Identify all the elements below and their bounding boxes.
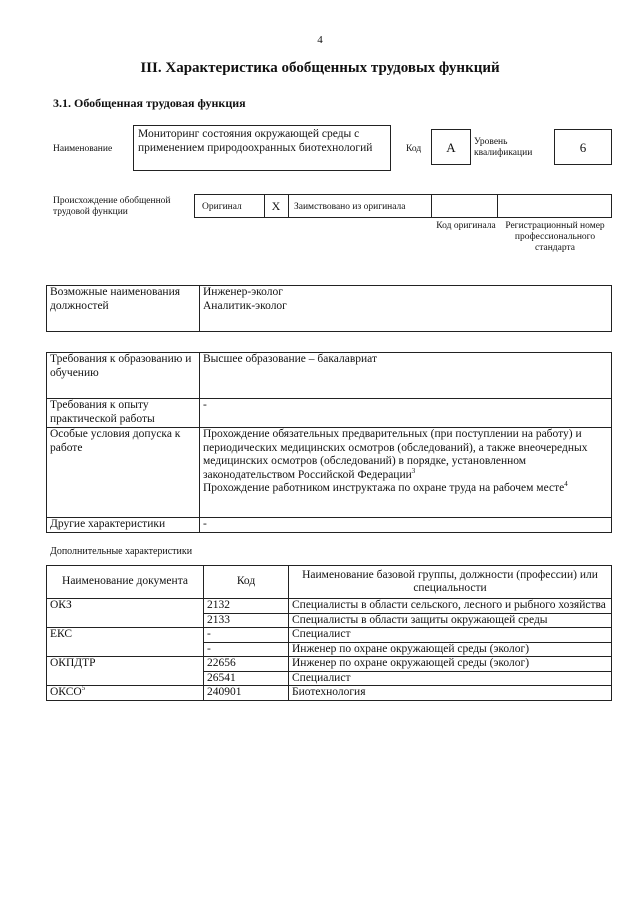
code-cell: 26541 [204, 671, 289, 686]
req-value [200, 428, 612, 518]
footnote-ref: 5 [81, 684, 86, 693]
col-header-name: Наименование базовой группы, должности (профессии) или специальности [289, 566, 612, 599]
additional-table [46, 565, 612, 701]
name-cell: Специалисты в области сельского, лесного и рыбного хозяйства [289, 599, 612, 614]
gtf-code-label: Код [406, 144, 422, 154]
code-cell: 22656 [204, 657, 289, 672]
gtf-level-value: 6 [554, 129, 612, 165]
subsection-title: 3.1. Обобщенная трудовая функция [53, 96, 246, 110]
req-line: Прохождение обязательных предварительных (при поступлении на работу) и периодических медицинских осмотров (обследований), а также внеочередных медицинских осмотров (обследований) в порядке, установленном законодательством Российской Федерации [203, 428, 588, 481]
origin-borrowed-label: Заимствовано из оригинала [294, 202, 406, 212]
req-value: - [200, 399, 612, 428]
code-cell: 240901 [204, 686, 289, 701]
positions-values [200, 286, 612, 332]
origin-code-label: Код оригинала [436, 221, 496, 231]
position-item: Инженер-эколог [203, 286, 283, 298]
origin-original-mark: X [271, 199, 281, 213]
code-cell: 2132 [204, 599, 289, 614]
position-item: Аналитик-эколог [203, 299, 287, 312]
code-cell: - [204, 628, 289, 643]
origin-original-label: Оригинал [202, 202, 242, 212]
doc-cell [47, 686, 204, 701]
doc-cell: ЕКС [47, 628, 204, 657]
code-cell: - [204, 642, 289, 657]
doc-cell: ОКЗ [47, 599, 204, 628]
name-cell: Специалисты в области защиты окружающей среды [289, 613, 612, 628]
col-header-code: Код [204, 566, 289, 599]
footnote-ref: 3 [411, 466, 416, 475]
name-cell: Инженер по охране окружающей среды (эколог) [289, 657, 612, 672]
origin-label: Происхождение обобщенной трудовой функции [53, 196, 171, 217]
origin-divider [288, 194, 289, 218]
positions-label: Возможные наименования должностей [47, 286, 200, 332]
gtf-name-value: Мониторинг состояния окружающей среды с применением природоохранных биотехнологий [133, 125, 391, 171]
req-label: Требования к опыту практической работы [47, 399, 200, 428]
section-title: III. Характеристика обобщенных трудовых функций [140, 60, 500, 76]
req-label: Особые условия допуска к работе [47, 428, 200, 518]
requirements-table [46, 352, 612, 533]
req-label: Другие характеристики [47, 518, 200, 533]
gtf-level-label: Уровень квалификации [474, 137, 533, 158]
name-cell: Инженер по охране окружающей среды (эколог) [289, 642, 612, 657]
code-cell: 2133 [204, 613, 289, 628]
footnote-ref: 4 [564, 480, 568, 489]
origin-divider [264, 194, 265, 218]
req-value: - [200, 518, 612, 533]
col-header-document: Наименование документа [47, 566, 204, 599]
additional-title: Дополнительные характеристики [50, 546, 193, 557]
name-cell: Биотехнология [289, 686, 612, 701]
origin-reg-label: Регистрационный номер профессионального стандарта [505, 221, 605, 253]
positions-table [46, 285, 612, 332]
doc-cell: ОКПДТР [47, 657, 204, 686]
gtf-code-value: A [431, 129, 471, 165]
page-number: 4 [317, 34, 323, 46]
gtf-name-label: Наименование [53, 144, 113, 154]
name-cell: Специалист [289, 671, 612, 686]
req-label: Требования к образованию и обучению [47, 353, 200, 399]
name-cell: Специалист [289, 628, 612, 643]
origin-divider [431, 194, 432, 218]
req-value: Высшее образование – бакалавриат [200, 353, 612, 399]
req-line: Прохождение работником инструктажа по охране труда на рабочем месте [203, 482, 565, 494]
origin-divider [497, 194, 498, 218]
doc-cell-text: ОКСО [50, 686, 82, 698]
